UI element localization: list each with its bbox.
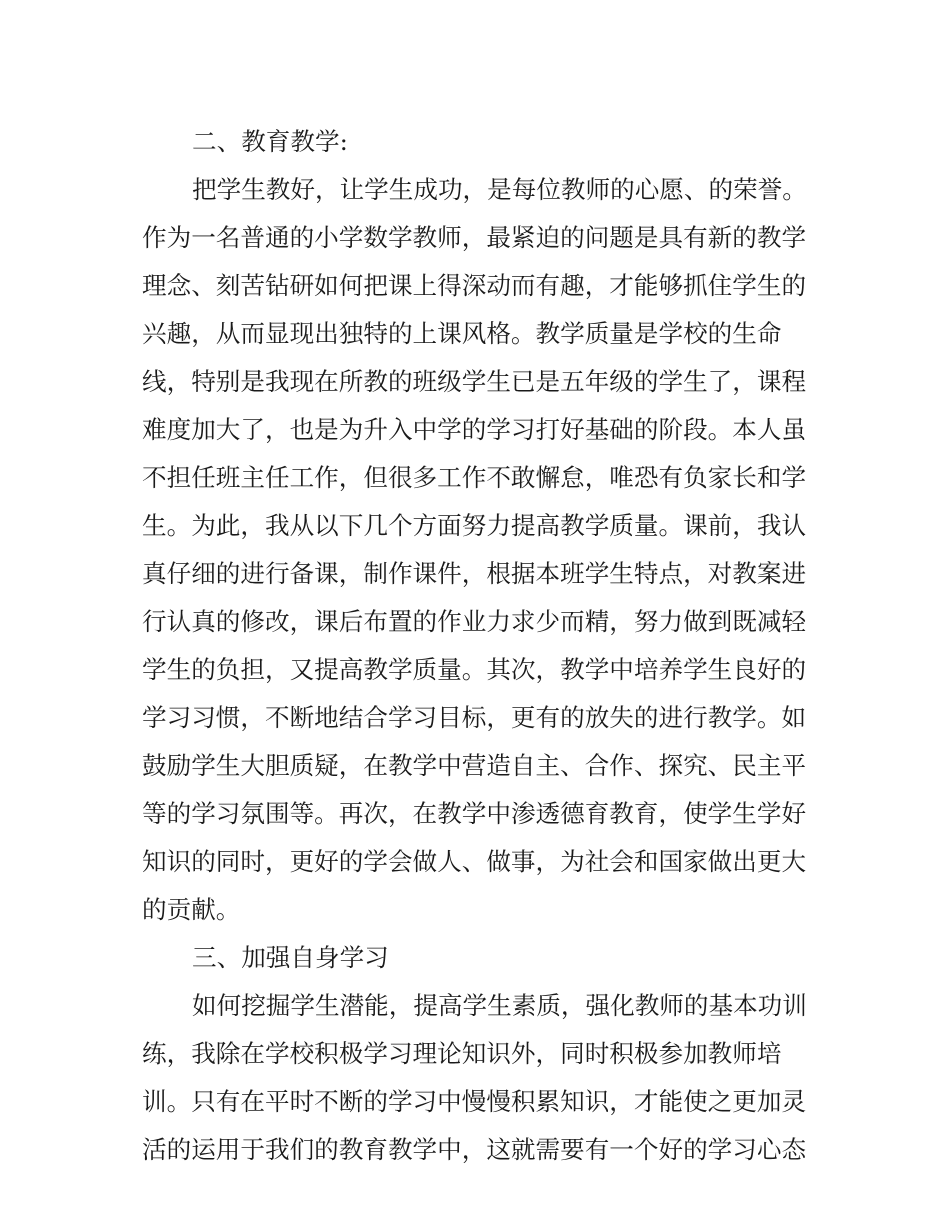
paragraph-line: 生。为此，我从以下几个方面努力提高教学质量。课前，我认	[142, 511, 807, 540]
paragraph-line: 兴趣，从而显现出独特的上课风格。教学质量是学校的生命	[142, 319, 782, 348]
paragraph-line: 理念、刻苦钻研如何把课上得深动而有趣，才能够抓住学生的	[142, 271, 807, 300]
paragraph-line: 学生的负担，又提高教学质量。其次，教学中培养学生良好的	[142, 655, 807, 684]
paragraph-line: 鼓励学生大胆质疑，在教学中营造自主、合作、探究、民主平	[142, 751, 807, 780]
paragraph-line: 等的学习氛围等。再次，在教学中渗透德育教育，使学生学好	[142, 799, 807, 828]
section-heading-teaching: 二、教育教学:	[192, 127, 348, 156]
paragraph-line: 活的运用于我们的教育教学中，这就需要有一个好的学习心态	[142, 1135, 807, 1164]
paragraph-line: 把学生教好，让学生成功，是每位教师的心愿、的荣誉。	[192, 175, 807, 204]
paragraph-line: 不担任班主任工作，但很多工作不敢懈怠，唯恐有负家长和学	[142, 463, 807, 492]
document-body	[142, 118, 812, 1174]
paragraph-line: 的贡献。	[142, 895, 241, 924]
paragraph-line: 行认真的修改，课后布置的作业力求少而精，努力做到既减轻	[142, 607, 807, 636]
paragraph-line: 作为一名普通的小学数学教师，最紧迫的问题是具有新的教学	[142, 223, 807, 252]
paragraph-line: 真仔细的进行备课，制作课件，根据本班学生特点，对教案进	[142, 559, 807, 588]
paragraph-line: 如何挖掘学生潜能，提高学生素质，强化教师的基本功训	[192, 991, 807, 1020]
paragraph-line: 知识的同时，更好的学会做人、做事，为社会和国家做出更大	[142, 847, 807, 876]
paragraph-line: 线，特别是我现在所教的班级学生已是五年级的学生了，课程	[142, 367, 807, 396]
paragraph-line: 难度加大了，也是为升入中学的学习打好基础的阶段。本人虽	[142, 415, 807, 444]
paragraph-line: 训。只有在平时不断的学习中慢慢积累知识，才能使之更加灵	[142, 1087, 807, 1116]
paragraph-line: 练，我除在学校积极学习理论知识外，同时积极参加教师培	[142, 1039, 782, 1068]
section-heading-self-study: 三、加强自身学习	[192, 943, 389, 972]
paragraph-line: 学习习惯，不断地结合学习目标，更有的放失的进行教学。如	[142, 703, 807, 732]
